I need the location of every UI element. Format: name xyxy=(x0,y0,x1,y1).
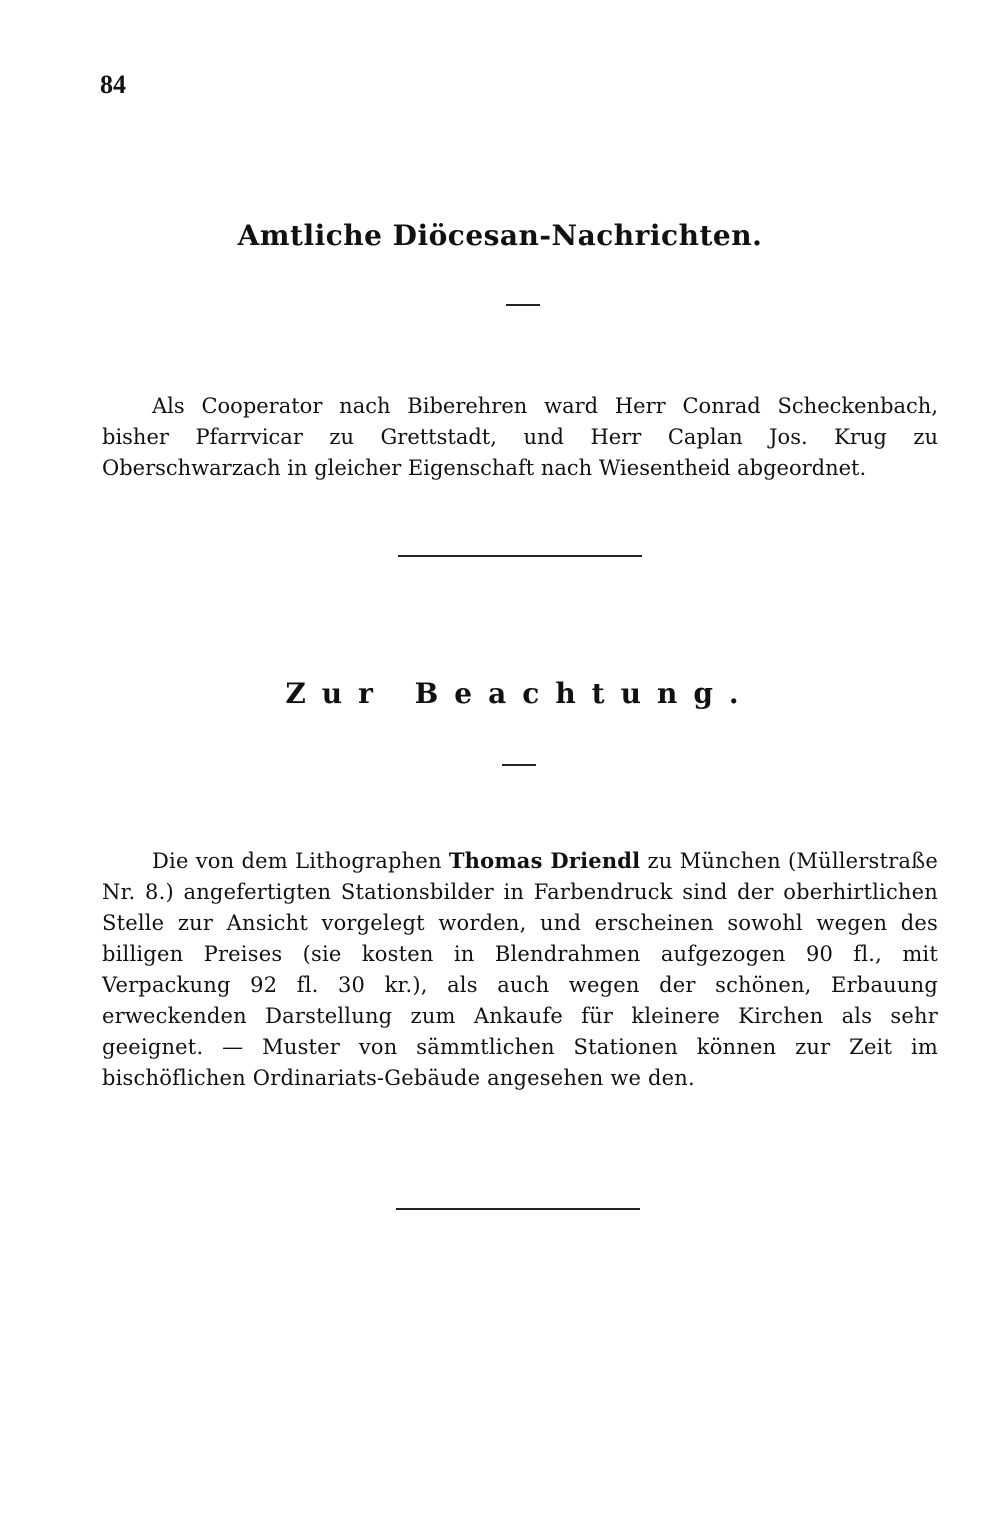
section-heading-notice: Zur Beachtung. xyxy=(285,677,755,710)
diocesan-news-paragraph xyxy=(102,391,938,484)
notice-text-start: Die von dem Lithographen xyxy=(152,849,449,873)
diocesan-news-text: Als Cooperator nach Biberehren ward Herr Conrad Scheckenbach, bisher Pfarrvicar zu Grettstadt, und Herr Caplan Jos. Krug zu Oberschwarzach in gleicher Eigenschaft nach Wiesentheid abgeordnet. xyxy=(102,394,938,480)
end-divider xyxy=(396,1208,640,1210)
section-heading-diocesan-news: Amtliche Diöcesan-Nachrichten. xyxy=(237,219,763,252)
lithographer-name: Thomas Driendl xyxy=(448,848,641,873)
notice-paragraph xyxy=(102,845,938,1094)
page-number: 84 xyxy=(100,70,126,99)
notice-text-end: zu München (Müllerstraße Nr. 8.) angefertigten Stationsbilder in Farbendruck sind der oberhirtlichen Stelle zur Ansicht vorgelegt worden, und erscheinen sowohl wegen des billigen Preises (sie kosten in Blendrahmen aufgezogen 90 fl., mit Verpackung 92 fl. 30 kr.), als auch wegen der schönen, Erbauung erweckenden Darstellung zum Ankaufe für kleinere Kirchen als sehr geeignet. — Muster von sämmtlichen Stationen können zur Zeit im bischöflichen Ordinariats-Gebäude angesehen we den. xyxy=(102,849,938,1090)
short-divider xyxy=(502,764,536,766)
short-divider xyxy=(506,304,540,306)
section-divider xyxy=(398,555,642,557)
